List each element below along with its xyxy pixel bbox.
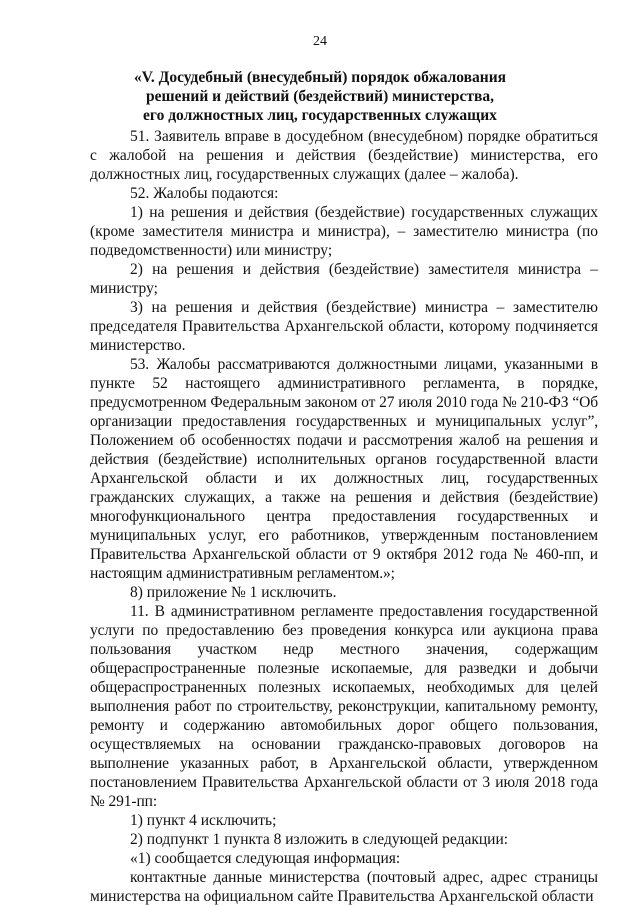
paragraph-51: 51. Заявитель вправе в досудебном (внесудебном) порядке обратиться с жалобой на решения и действия (бездействие) министерства, его должностных лиц, государственных служащих (далее – жалоба). <box>90 128 598 183</box>
paragraph-53: 53. Жалобы рассматриваются должностными лицами, указанными в пункте 52 настоящего административного регламента, в порядке, предусмотренном Федеральным законом от 27 июля 2010 года № 210-ФЗ “Об организации предоставления государственных и муниципальных услуг”, Положением об особенностях подачи и рассмотрения жалоб на решения и действия (бездействие) исполнительных органов государственной власти Архангельской области и их должностных лиц, государственных гражданских служащих, а также на решения и действия (бездействие) многофункционального центра предоставления государственных и муниципальных услуг, его работников, утвержденным постановлением Правительства Архангельской области от 9 октября 2012 года № 460-пп, и настоящим административным регламентом.»; <box>90 356 598 582</box>
paragraph-11-item-2: 2) подпункт 1 пункта 8 изложить в следующей редакции: <box>130 831 509 848</box>
paragraph-11: 11. В административном регламенте предоставления государственной услуги по предоставлению без проведения конкурса или аукциона права пользования участком недр местного значения, содержащим общераспространенные полезные ископаемые, для разведки и добычи общераспространенных полезных ископаемых, необходимых для целей выполнения работ по строительству, реконструкции, капитальному ремонту, ремонту и содержанию автомобильных дорог общего пользования, осуществляемых на основании гражданско-правовых договоров на выполнение указанных работ, в Архангельской области, утвержденном постановлением Правительства Архангельской области от 3 июля 2018 года № 291-пп: <box>90 603 598 810</box>
paragraph-52-item-1: 1) на решения и действия (бездействие) государственных служащих (кроме заместителя министра и министра), – заместителю министра (по подведомственности) или министру; <box>90 204 598 259</box>
section-heading-line-1: «V. Досудебный (внесудебный) порядок обжалования <box>133 69 507 86</box>
section-heading-line-3: его должностных лиц, государственных служащих <box>143 107 497 124</box>
paragraph-52-item-2: 2) на решения и действия (бездействие) заместителя министра – министру; <box>90 261 598 297</box>
paragraph-11-item-1: 1) пункт 4 исключить; <box>130 812 277 829</box>
document-body <box>90 127 598 906</box>
quoted-item-1: «1) сообщается следующая информация: <box>130 850 401 867</box>
section-heading-line-2: решений и действий (бездействий) министерства, <box>146 88 494 105</box>
amendment-item-8: 8) приложение № 1 исключить. <box>130 584 337 601</box>
paragraph-52-item-3: 3) на решения и действия (бездействие) министра – заместителю председателя Правительства Архангельской области, которому подчиняется министерство. <box>90 299 598 354</box>
page-number: 24 <box>313 34 327 49</box>
paragraph-52: 52. Жалобы подаются: <box>130 185 279 202</box>
section-heading <box>90 68 550 125</box>
contact-data-paragraph: контактные данные министерства (почтовый адрес, адрес страницы министерства на официальном сайте Правительства Архангельской области <box>90 869 598 905</box>
